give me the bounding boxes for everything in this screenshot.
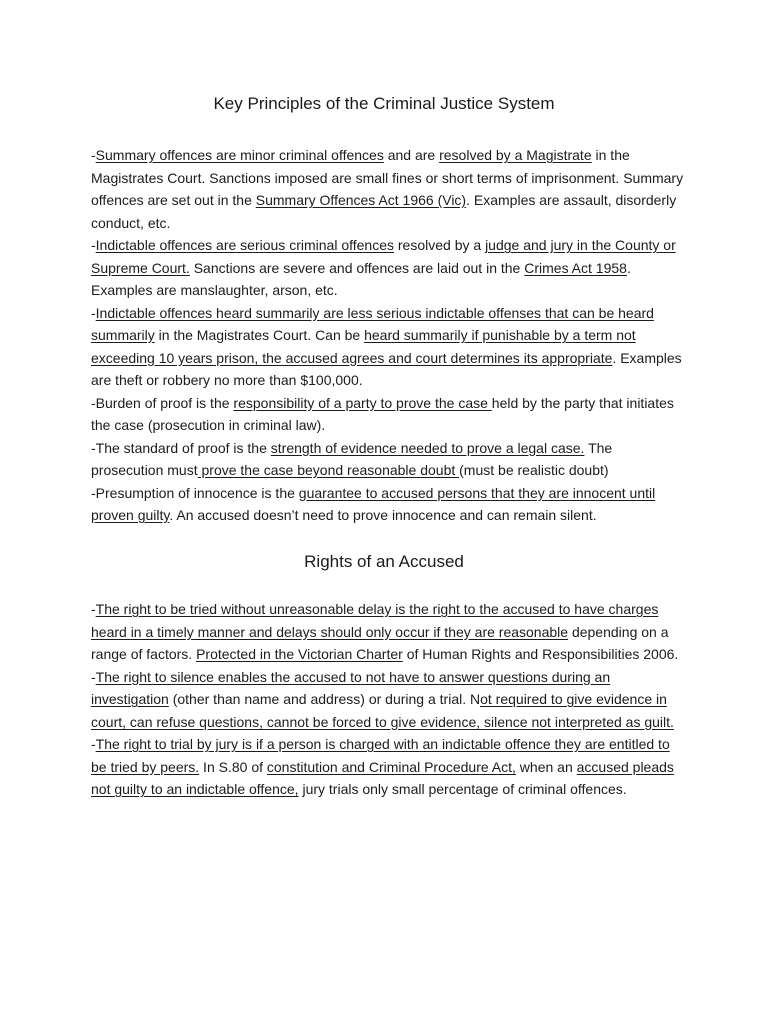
underlined-text: The right to trial by jury is if a person is charged with an indictable offence they are entitled to be tried by peers. <box>91 736 670 775</box>
underlined-text: guarantee to accused persons that they are innocent until proven guilty <box>91 484 656 523</box>
underlined-text: Protected in the Victorian Charter <box>196 646 403 662</box>
paragraph <box>91 144 687 234</box>
text-run: in the Magistrates Court. Sanctions imposed are small fines or short terms of imprisonment. Summary offences are set out in the <box>91 147 684 208</box>
rights-body <box>91 598 687 801</box>
underlined-text: constitution and Criminal Procedure Act, <box>266 758 516 775</box>
underlined-text: accused pleads not guilty to an indictable offence, <box>91 758 674 797</box>
text-run: . Examples are theft or robbery no more than $100,000. <box>91 349 682 388</box>
underlined-text: responsibility of a party to prove the case <box>233 394 492 411</box>
underlined-text: judge and jury in the County or Supreme Court. <box>91 237 676 276</box>
text-run: . Examples are manslaughter, arson, etc. <box>91 259 631 298</box>
underlined-text: prove the case beyond reasonable doubt <box>197 462 460 478</box>
paragraph <box>91 302 687 392</box>
paragraph <box>91 733 687 801</box>
underlined-text: resolved by a Magistrate <box>439 147 592 163</box>
text-run: and are <box>383 147 440 163</box>
text-run: . Examples are assault, disorderly conduct, etc. <box>91 192 677 231</box>
principles-body <box>91 144 687 527</box>
text-run: of Human Rights and Responsibilities 2006. <box>402 646 679 662</box>
paragraph <box>91 392 687 437</box>
text-run: In S.80 of <box>199 758 267 775</box>
text-run: depending on a range of factors. <box>91 623 669 662</box>
text-run: -Presumption of innocence is the <box>91 484 299 501</box>
text-run: -Burden of proof is the <box>91 394 234 411</box>
text-run: - <box>91 147 96 163</box>
underlined-text: Crimes Act 1958 <box>524 259 627 276</box>
text-run: resolved by a <box>394 237 486 253</box>
text-run: (must be realistic doubt) <box>459 462 609 478</box>
underlined-text: heard summarily if punishable by a term not exceeding 10 years prison, the accused agrees and court determines its appropriate <box>91 327 636 366</box>
text-run: in the Magistrates Court. Can be <box>154 327 365 343</box>
underlined-text: strength of evidence needed to prove a legal case. <box>270 439 585 456</box>
paragraph <box>91 666 687 734</box>
text-run: held by the party that initiates the case (prosecution in criminal law). <box>91 394 674 433</box>
underlined-text: ot required to give evidence in court, can refuse questions, cannot be forced to give evidence, silence not interpreted as guilt. <box>91 691 674 730</box>
underlined-text: The right to be tried without unreasonable delay is the right to the accused to have charges heard in a timely manner and delays should only occur if they are reasonable <box>91 601 659 640</box>
paragraph <box>91 482 687 527</box>
text-run: - <box>91 237 96 253</box>
underlined-text: Indictable offences heard summarily are less serious indictable offenses that can be heard summarily <box>91 304 654 343</box>
underlined-text: The right to silence enables the accused to not have to answer questions during an investigation <box>91 668 611 707</box>
text-run: - <box>91 601 96 617</box>
text-run: Sanctions are severe and offences are laid out in the <box>189 259 525 276</box>
text-run: - <box>91 668 96 685</box>
text-run: - <box>91 736 96 752</box>
section-title-rights: Rights of an Accused <box>304 552 464 571</box>
paragraph <box>91 598 687 666</box>
text-run: jury trials only small percentage of criminal offences. <box>298 781 627 797</box>
underlined-text: Summary Offences Act 1966 (Vic) <box>255 192 467 208</box>
paragraph <box>91 234 687 302</box>
text-run: The prosecution must <box>91 439 613 478</box>
text-run: . An accused doesn’t need to prove innocence and can remain silent. <box>169 507 597 523</box>
page-title: Key Principles of the Criminal Justice System <box>213 94 555 113</box>
underlined-text: Indictable offences are serious criminal offences <box>95 237 394 253</box>
underlined-text: Summary offences are minor criminal offences <box>95 147 384 163</box>
text-run: - <box>91 304 96 321</box>
text-run: -The standard of proof is the <box>91 439 271 456</box>
text-run: (other than name and address) or during a trial. N <box>168 691 481 707</box>
paragraph <box>91 437 687 482</box>
text-run: when an <box>515 758 577 775</box>
